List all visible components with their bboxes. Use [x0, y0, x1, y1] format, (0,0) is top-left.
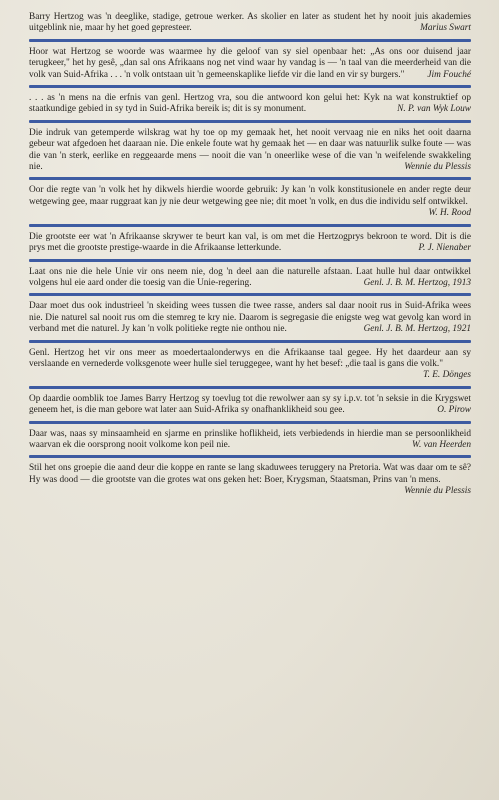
quote-text: Genl. Hertzog het vir ons meer as moedertaalonderwys en die Afrikaanse taal gegee. Hy het daardeur aan sy verslaande en vernederde volksgenote weer hulle siel teruggegee, want hy het besef: „die taal is gans die volk.": [29, 347, 471, 369]
divider-rule: [29, 455, 471, 458]
quote-text: Oor die regte van 'n volk het hy dikwels hierdie woorde gebruik: Jy kan 'n volk konstitusionele en ander regte deur wetgewing gee, maar ruggraat kan jy nie deur wetgewing gee nie; dit moet 'n volk, en dus die individu self ontwikkel.: [29, 185, 471, 207]
divider-rule: [29, 85, 471, 88]
quote-text: Op daardie oomblik toe James Barry Hertzog sy toevlug tot die rewolwer aan sy sy i.p.v. tot 'n seksie in die Krygswet geneem het, is die man gebore wat later aan Suid-Afrika sy onafhanklikheid sou gee.: [29, 393, 471, 416]
quote-du-plessis-2: [29, 463, 471, 497]
quote-text: Barry Hertzog was 'n deeglike, stadige, getroue werker. As skolier en later as student het hy nooit juis akademies uitgeblink nie, maar hy het goed gepresteer.: [29, 12, 471, 34]
quote-text: Daar was, naas sy minsaamheid en sjarme en prinslike hoflikheid, iets verbiedends in hierdie man se persoonlikheid waarvan ek die oorsprong nooit volkome kon peil nie.: [29, 428, 471, 450]
quote-jim-fouche: [29, 47, 471, 81]
quote-author: O. Pirow: [437, 405, 471, 416]
quote-author: Marius Swart: [420, 23, 471, 34]
divider-rule: [29, 177, 471, 180]
quote-author: T. E. Dönges: [423, 370, 471, 381]
quote-hertzog-1921: [29, 301, 471, 335]
quote-author: W. H. Rood: [428, 208, 471, 219]
quote-author: Genl. J. B. M. Hertzog, 1913: [363, 277, 471, 288]
quote-text: Laat ons nie die hele Unie vir ons neem nie, dog 'n deel aan die naturelle afstaan. Laat hulle hul daar ontwikkel volgens hul eie aard onder die toesig van die Unie-regering.: [29, 266, 471, 288]
quote-text: Stil het ons groepie die aand deur die koppe en rante se lang skaduwees teruggery na Pretoria. Wat was daar om te sê? Hy was dood — die grootste van die grotes wat ons geken het: Boer, Krygsman, Staatsman, Prins van 'n mens.: [29, 463, 471, 485]
divider-rule: [29, 293, 471, 296]
quote-hertzog-1913: [29, 267, 471, 290]
quote-text: Die grootste eer wat 'n Afrikaanse skrywer te beurt kan val, is om met die Hertzogprys bekroon te word. Dit is die prys met die grootste prestige-waarde in die Afrikaanse letterkunde.: [29, 231, 471, 254]
quote-text: Die indruk van getemperde wilskrag wat hy toe op my gemaak het, het nooit vervaag nie en niks het ooit daarna gebeur wat afgedoen het daaraan nie. Die enkele foute wat hy gemaak het — en daar was natuurlik sulke foute — was die van 'n sterk, eerlike en reggeaarde mens — nooit die van 'n oneerlike wese of die van 'n weifelende swakkeling nie.: [29, 127, 471, 173]
quote-author: N. P. van Wyk Louw: [397, 104, 471, 115]
quote-author: P. J. Nienaber: [418, 243, 471, 254]
quote-author: Wennie du Plessis: [404, 162, 471, 173]
quote-rood: [29, 185, 471, 219]
quote-author: Genl. J. B. M. Hertzog, 1921: [363, 324, 471, 335]
quote-text: Daar moet dus ook industrieel 'n skeiding wees tussen die twee rasse, anders sal daar nooit rus in Suid-Afrika wees nie. Die naturel sal nooit rus om die stemreg te kry nie. Daarom is segregasie die enigste weg wat gevolg kan word in verband met die naturel. Jy kan 'n volk politieke regte nie onthou nie.: [29, 301, 471, 335]
quote-donges: [29, 348, 471, 382]
divider-rule: [29, 120, 471, 123]
divider-rule: [29, 386, 471, 389]
divider-rule: [29, 421, 471, 424]
quote-van-heerden: [29, 429, 471, 452]
divider-rule: [29, 259, 471, 262]
quote-pirow: [29, 394, 471, 417]
divider-rule: [29, 39, 471, 42]
quote-du-plessis-1: [29, 128, 471, 174]
quote-author: W. van Heerden: [412, 439, 471, 450]
divider-rule: [29, 224, 471, 227]
quote-text: Hoor wat Hertzog se woorde was waarmee hy die geloof van sy siel openbaar het: „As ons oor duisend jaar terugkeer," het hy gesê, „dan sal ons Afrikaans nog net vind waar hy vandag is — 'n taal van die meerderheid van die volk van Suid-Afrika . . . 'n volk ontstaan uit 'n gemeenskaplike liefde vir die land en vir sy burgers.": [29, 46, 471, 80]
quote-author: Jim Fouché: [427, 69, 471, 80]
quote-author: Wennie du Plessis: [404, 486, 471, 497]
quote-van-wyk-louw: [29, 93, 471, 116]
quote-marius-swart: [29, 12, 471, 35]
quote-nienaber: [29, 232, 471, 255]
divider-rule: [29, 340, 471, 343]
quote-text: . . . as 'n mens na die erfnis van genl. Hertzog vra, sou die antwoord kon gelui het: Kyk na wat konstruktief op staatkundige gebied in sy tyd in Suid-Afrika bereik is; dit is sy monument.: [29, 93, 471, 115]
